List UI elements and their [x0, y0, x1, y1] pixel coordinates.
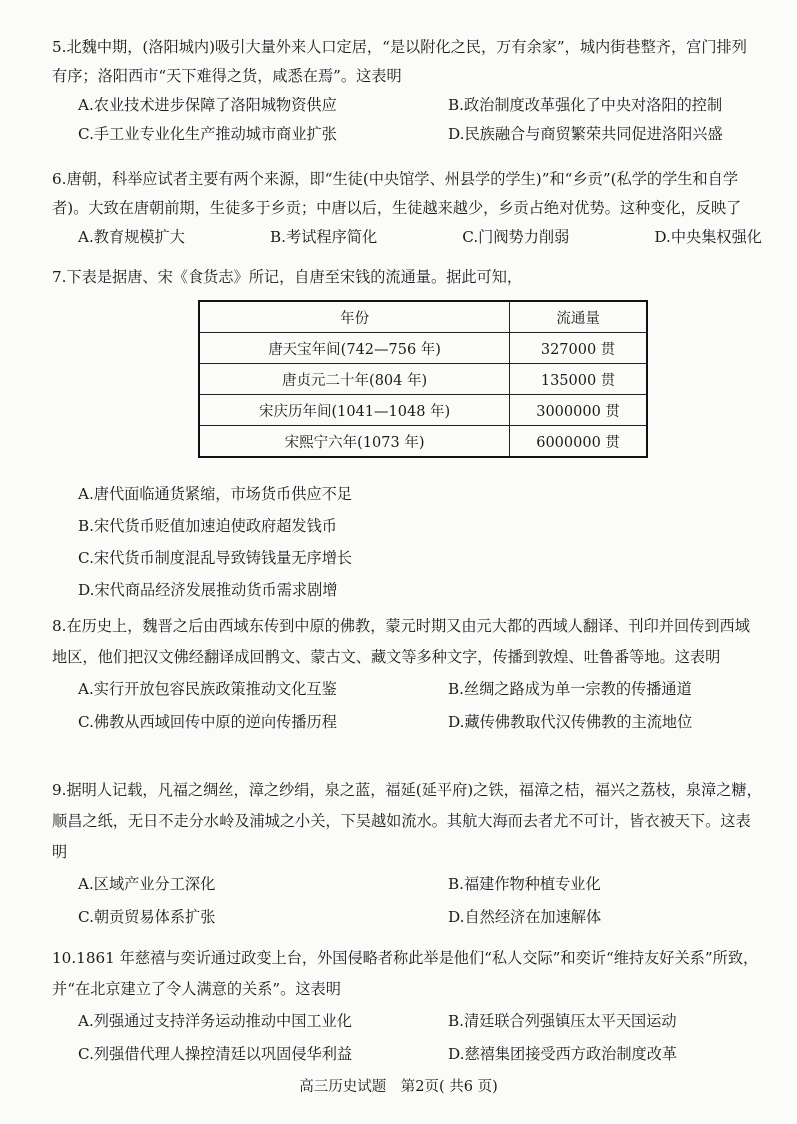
option-d[interactable]: D.中央集权强化: [654, 228, 762, 246]
question-6-stem: 6.唐朝，科举应试者主要有两个来源，即“生徒(中央馆学、州县学的学生)”和“乡贡”(私学的学生和自学者)。大致在唐朝前期，生徒多于乡贡；中唐以后，生徒越来越少，乡贡占绝对优势。这种变化，反映了: [52, 170, 742, 217]
option-d[interactable]: D.慈禧集团接受西方政治制度改革: [448, 1045, 678, 1063]
question-10-stem: 10.1861 年慈禧与奕䜣通过政变上台，外国侵略者称此举是他们“私人交际”和奕䜣“维持友好关系”所致，并“在北京建立了令人满意的关系”。这表明: [52, 949, 759, 998]
option-b[interactable]: B.政治制度改革强化了中央对洛阳的控制: [448, 96, 723, 114]
table-row: [199, 395, 647, 426]
table-cell-year: 宋庆历年间(1041—1048 年): [199, 395, 510, 426]
option-d[interactable]: D.民族融合与商贸繁荣共同促进洛阳兴盛: [448, 125, 723, 143]
option-a[interactable]: A.区域产业分工深化: [78, 875, 216, 893]
question-9-stem: 9.据明人记载，凡福之绸丝，漳之纱绢，泉之蓝，福延(延平府)之铁，福漳之桔，福兴之荔枝，泉漳之糖，顺昌之纸，无日不走分水岭及浦城之小关，下吴越如流水。其航大海而去者尤不可计，皆衣被天下。这表明: [52, 781, 762, 861]
option-b[interactable]: B.福建作物种植专业化: [448, 875, 601, 893]
table-cell-volume: 6000000 贯: [510, 426, 647, 458]
table-header-year: 年份: [199, 301, 510, 333]
option-c[interactable]: C.列强借代理人操控清廷以巩固侵华利益: [78, 1045, 353, 1063]
option-d[interactable]: D.宋代商品经济发展推动货币需求剧增: [78, 581, 338, 599]
table-cell-volume: 327000 贯: [510, 333, 647, 364]
page-footer: 高三历史试题 第2页( 共6 页): [299, 1079, 498, 1095]
question-10: [52, 943, 762, 1071]
option-d[interactable]: D.自然经济在加速解体: [448, 908, 602, 926]
question-6-options: [52, 223, 762, 252]
money-circulation-table: [198, 300, 648, 458]
option-a[interactable]: A.农业技术进步保障了洛阳城物资供应: [78, 96, 337, 114]
table-cell-volume: 135000 贯: [510, 364, 647, 395]
option-b[interactable]: B.考试程序简化: [270, 228, 378, 246]
option-b[interactable]: B.丝绸之路成为单一宗教的传播通道: [448, 680, 692, 698]
question-7-stem: 7.下表是据唐、宋《食货志》所记，自唐至宋钱的流通量。据此可知，: [52, 268, 523, 286]
table-row: [199, 426, 647, 458]
option-a[interactable]: A.唐代面临通货紧缩，市场货币供应不足: [78, 485, 352, 503]
option-c[interactable]: C.宋代货币制度混乱导致铸钱量无序增长: [78, 549, 353, 567]
question-8-options: [52, 673, 762, 739]
option-d[interactable]: D.藏传佛教取代汉传佛教的主流地位: [448, 713, 693, 731]
table-header-row: [199, 301, 647, 333]
option-a[interactable]: A.教育规模扩大: [78, 228, 185, 246]
option-c[interactable]: C.门阀势力削弱: [462, 228, 570, 246]
table-cell-year: 唐天宝年间(742—756 年): [199, 333, 510, 364]
table-cell-year: 唐贞元二十年(804 年): [199, 364, 510, 395]
option-b[interactable]: B.宋代货币贬值加速迫使政府超发钱币: [78, 517, 337, 535]
option-c[interactable]: C.手工业专业化生产推动城市商业扩张: [78, 125, 337, 143]
table-row: [199, 333, 647, 364]
question-7-options: [52, 478, 762, 606]
question-8: [52, 611, 762, 739]
question-10-options: [52, 1005, 762, 1071]
question-5: [52, 33, 762, 149]
option-c[interactable]: C.朝贡贸易体系扩张: [78, 908, 216, 926]
option-b[interactable]: B.清廷联合列强镇压太平天国运动: [448, 1012, 677, 1030]
question-6: [52, 165, 762, 252]
table-cell-year: 宋熙宁六年(1073 年): [199, 426, 510, 458]
question-8-stem: 8.在历史上，魏晋之后由西域东传到中原的佛教，蒙元时期又由元大都的西域人翻译、刊印并回传到西域地区，他们把汉文佛经翻译成回鹘文、蒙古文、藏文等多种文字，传播到敦煌、吐鲁番等地。这表明: [52, 617, 750, 666]
table-header-volume: 流通量: [510, 301, 647, 333]
question-5-stem: 5.北魏中期，(洛阳城内)吸引大量外来人口定居，“是以附化之民，万有余家”，城内街巷整齐，宫门排列有序；洛阳西市“天下难得之货，咸悉在焉”。这表明: [52, 38, 747, 85]
option-a[interactable]: A.列强通过支持洋务运动推动中国工业化: [78, 1012, 352, 1030]
question-5-options: [52, 91, 762, 149]
question-9: [52, 775, 762, 934]
question-9-options: [52, 868, 762, 934]
option-a[interactable]: A.实行开放包容民族政策推动文化互鉴: [78, 680, 337, 698]
option-c[interactable]: C.佛教从西域回传中原的逆向传播历程: [78, 713, 337, 731]
table-cell-volume: 3000000 贯: [510, 395, 647, 426]
table-row: [199, 364, 647, 395]
question-7: [52, 263, 762, 292]
